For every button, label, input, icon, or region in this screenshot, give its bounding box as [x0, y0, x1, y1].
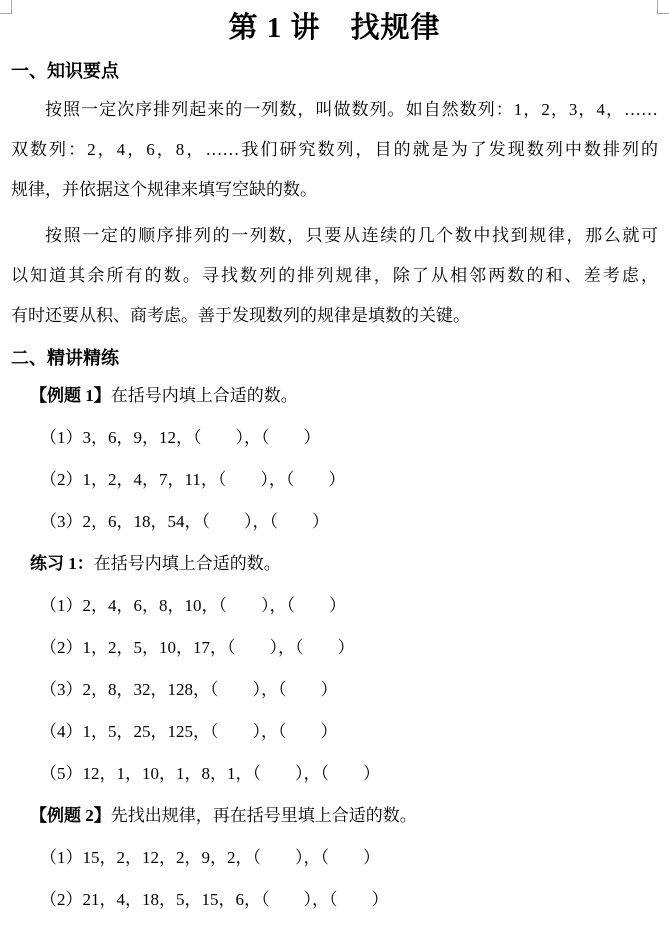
exercise1-sequence-4: （4）1，5，25，125，（ ），（ ）	[40, 722, 338, 741]
page-title: 第 1 讲 找规律	[228, 12, 441, 44]
exercise1-header	[11, 543, 658, 585]
example2-instruction: 先找出规律，再在括号里填上合适的数。	[110, 806, 417, 825]
example1-label: 【例题 1】	[30, 386, 111, 405]
knowledge-paragraph-1	[11, 90, 658, 210]
knowledge-paragraph-2	[11, 216, 658, 336]
exercise1-label: 练习 1：	[30, 554, 94, 573]
paragraph-line: 按照一定次序排列起来的一列数，叫做数列。如自然数列：1，2，3，4，……	[45, 100, 658, 119]
text-boundary-mark-top-right	[657, 0, 669, 14]
example1-sequence-3: （3）2，6，18，54，（ ），（ ）	[40, 512, 329, 531]
example1-header	[11, 375, 658, 417]
example2-sequence-2: （2）21，4，18，5，15，6，（ ），（ ）	[40, 890, 389, 909]
example1-instruction: 在括号内填上合适的数。	[110, 386, 298, 405]
paragraph-line: 规律，并依据这个规律来填写空缺的数。	[11, 180, 317, 199]
example1-sequence-2: （2）1，2，4，7，11，（ ），（ ）	[40, 470, 346, 489]
practice-section	[11, 375, 658, 921]
example2-label: 【例题 2】	[30, 806, 111, 825]
exercise1-sequence-3: （3）2，8，32，128，（ ），（ ）	[40, 680, 338, 699]
paragraph-line: 以知道其余所有的数。寻找数列的排列规律，除了从相邻两数的和、差考虑，	[11, 266, 658, 285]
section-heading-knowledge: 一、知识要点	[11, 61, 119, 81]
paragraph-line: 双数列：2，4，6，8，……我们研究数列，目的就是为了发现数列中数排列的	[11, 140, 658, 159]
exercise1-sequence-5: （5）12，1，10，1，8，1，（ ），（ ）	[40, 764, 380, 783]
example2-sequence-1: （1）15，2，12，2，9，2，（ ），（ ）	[40, 848, 380, 867]
paragraph-line: 按照一定的顺序排列的一列数，只要从连续的几个数中找到规律，那么就可	[45, 226, 658, 245]
paragraph-line: 有时还要从积、商考虑。善于发现数列的规律是填数的关键。	[11, 306, 470, 325]
exercise1-sequence-1: （1）2，4，6，8，10，（ ），（ ）	[40, 596, 346, 615]
exercise1-instruction: 在括号内填上合适的数。	[93, 554, 281, 573]
section-heading-practice: 二、精讲精练	[11, 348, 119, 368]
document-page	[11, 6, 658, 921]
example2-header	[11, 795, 658, 837]
exercise1-sequence-2: （2）1，2，5，10，17，（ ），（ ）	[40, 638, 355, 657]
example1-sequence-1: （1）3，6，9，12，（ ），（ ）	[40, 428, 321, 447]
